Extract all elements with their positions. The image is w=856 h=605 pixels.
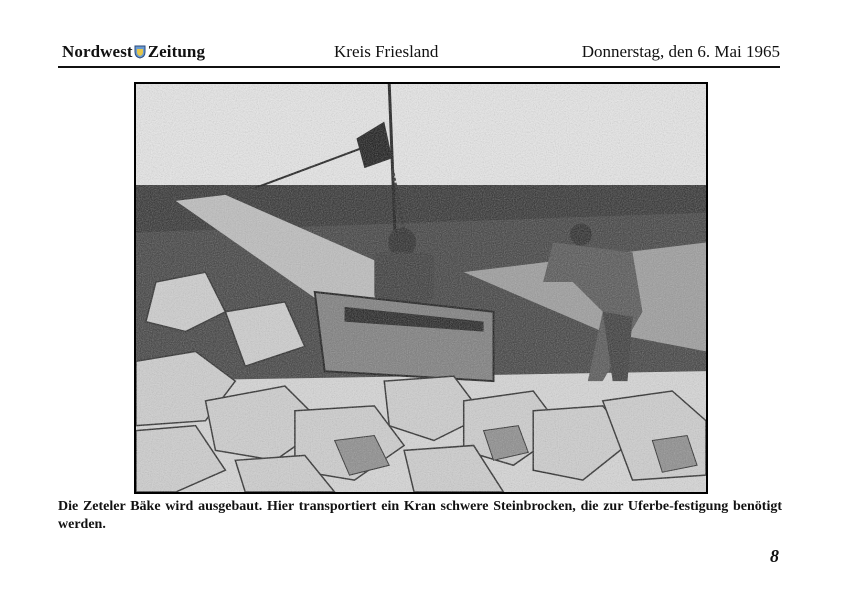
page-number: 8 — [770, 546, 779, 566]
photo-caption: Die Zeteler Bäke wird ausgebaut. Hier transportiert ein Kran schwere Steinbrocken, die zur Uferbe-festigung benötigt werden. — [58, 499, 782, 532]
news-photo — [134, 82, 708, 494]
coat-of-arms-icon — [134, 45, 146, 59]
masthead — [58, 42, 780, 68]
newspaper-name — [62, 42, 205, 62]
newspaper-name-part2: Zeitung — [147, 42, 206, 61]
halftone-photo-icon — [136, 84, 706, 492]
newspaper-name-part1: Nordwest — [62, 42, 133, 61]
issue-date: Donnerstag, den 6. Mai 1965 — [581, 42, 780, 61]
district-label: Kreis Friesland — [334, 42, 439, 61]
